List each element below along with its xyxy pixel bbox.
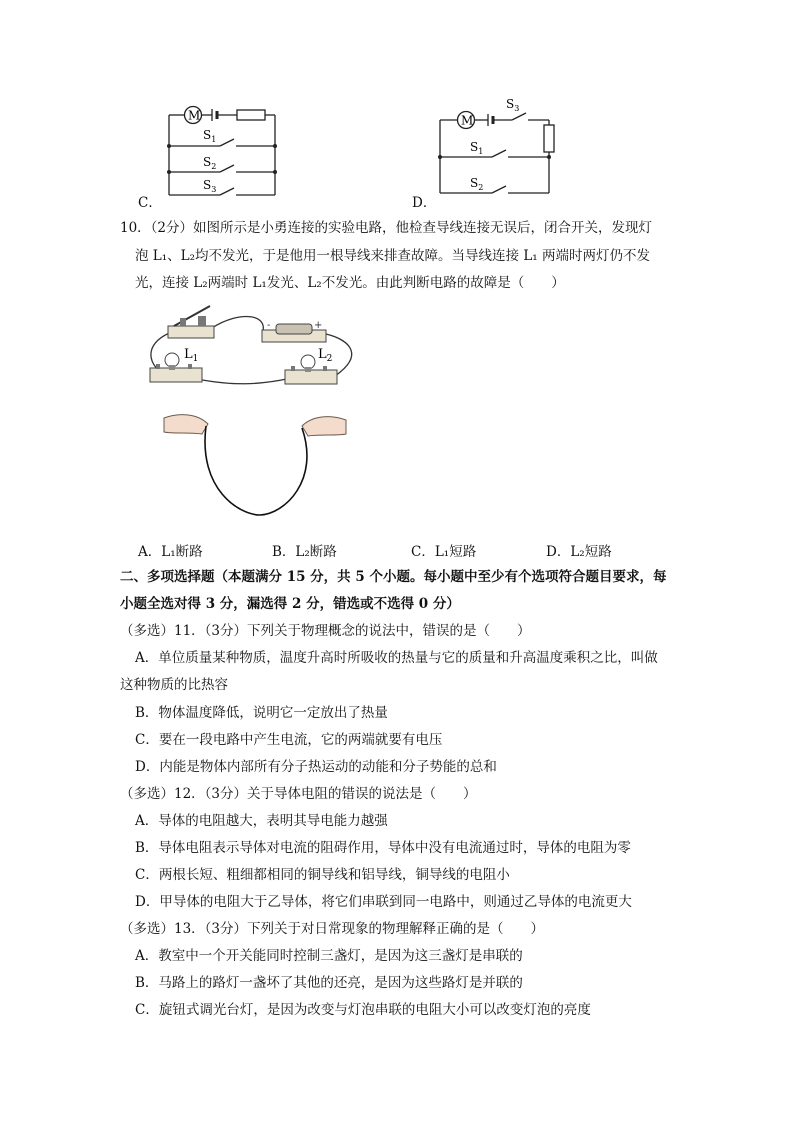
battery-icon xyxy=(262,320,326,342)
q11-option-d[interactable]: D．内能是物体内部所有分子热运动的动能和分子势能的总和 xyxy=(135,759,497,775)
switch-s1-label: $S_1$ xyxy=(203,128,217,144)
q13-stem: （多选）13．（3分）下列关于对日常现象的物理解释正确的是（ ） xyxy=(120,921,545,937)
section-2-heading-line-1: 二、多项选择题（本题满分 15 分，共 5 个小题。每小题中至少有个选项符合题目要求，每 xyxy=(120,569,667,585)
switch-s3-label: $S_3$ xyxy=(203,178,217,194)
q10-option-b[interactable]: B．L₂断路 xyxy=(272,544,337,560)
q10-option-d[interactable]: D．L₂短路 xyxy=(546,544,612,560)
section-2-heading-line-2: 小题全选对得 3 分，漏选得 2 分，错选或不选得 0 分） xyxy=(120,596,460,612)
switch-s1-label: $S_1$ xyxy=(470,140,484,156)
q13-option-b[interactable]: B．马路上的路灯一盏坏了其他的还亮，是因为这些路灯是并联的 xyxy=(135,975,523,991)
q12-option-d[interactable]: D．甲导体的电阻大于乙导体，将它们串联到同一电路中，则通过乙导体的电流更大 xyxy=(135,894,632,910)
motor-label: M xyxy=(461,113,474,128)
bulb-l2-label: $L_2$ xyxy=(318,347,333,364)
q10-line-3: 光，连接 L₂两端时 L₁发光、L₂不发光。由此判断电路的故障是（ ） xyxy=(135,275,565,291)
circuit-diagram-c xyxy=(160,100,285,210)
bulb-l1-label: $L_1$ xyxy=(184,347,199,364)
q13-option-c[interactable]: C．旋钮式调光台灯，是因为改变与灯泡串联的电阻大小可以改变灯泡的亮度 xyxy=(135,1002,591,1018)
q10-line-2: 泡 L₁、L₂均不发光，于是他用一根导线来排查故障。当导线连接 L₁ 两端时两灯仍不发 xyxy=(135,248,651,264)
motor-label: M xyxy=(188,108,201,123)
switch-s2-label: $S_2$ xyxy=(203,155,217,171)
switch-s3-label: $S_3$ xyxy=(506,97,520,113)
q12-option-c[interactable]: C．两根长短、粗细都相同的铜导线和铝导线，铜导线的电阻小 xyxy=(135,867,510,883)
q10-option-a[interactable]: A．L₁断路 xyxy=(138,544,203,560)
q11-option-b[interactable]: B．物体温度降低，说明它一定放出了热量 xyxy=(135,705,388,721)
hands-with-wire-icon xyxy=(164,415,346,515)
svg-text:+: + xyxy=(314,320,323,331)
q12-option-b[interactable]: B．导体电阻表示导体对电流的阻碍作用，导体中没有电流通过时，导体的电阻为零 xyxy=(135,840,631,856)
q12-option-a[interactable]: A．导体的电阻越大，表明其导电能力越强 xyxy=(135,813,388,829)
q13-option-a[interactable]: A．教室中一个开关能同时控制三盏灯，是因为这三盏灯是串联的 xyxy=(135,948,523,964)
q11-stem: （多选）11．（3分）下列关于物理概念的说法中，错误的是（ ） xyxy=(120,623,531,639)
q11-option-a[interactable]: A．单位质量某种物质，温度升高时所吸收的热量与它的质量和升高温度乘积之比，叫做 xyxy=(135,650,658,666)
q11-option-c[interactable]: C．要在一段电路中产生电流，它的两端就要有电压 xyxy=(135,732,443,748)
q12-stem: （多选）12．（3分）关于导体电阻的错误的说法是（ ） xyxy=(120,786,477,802)
circuit-c-label: C． xyxy=(138,195,162,211)
q10-option-c[interactable]: C．L₁短路 xyxy=(411,544,477,560)
circuit-diagram-d xyxy=(430,95,560,205)
circuit-d-label: D． xyxy=(412,195,437,211)
svg-text:-: - xyxy=(267,320,271,331)
q10-circuit-photo xyxy=(140,300,380,530)
q11-option-a-cont: 这种物质的比热容 xyxy=(120,677,228,693)
switch-s2-label: $S_2$ xyxy=(470,176,484,192)
knife-switch-icon xyxy=(168,306,214,338)
q10-line-1: 10．（2分）如图所示是小勇连接的实验电路，他检查导线连接无误后，闭合开关，发现灯 xyxy=(120,220,653,236)
